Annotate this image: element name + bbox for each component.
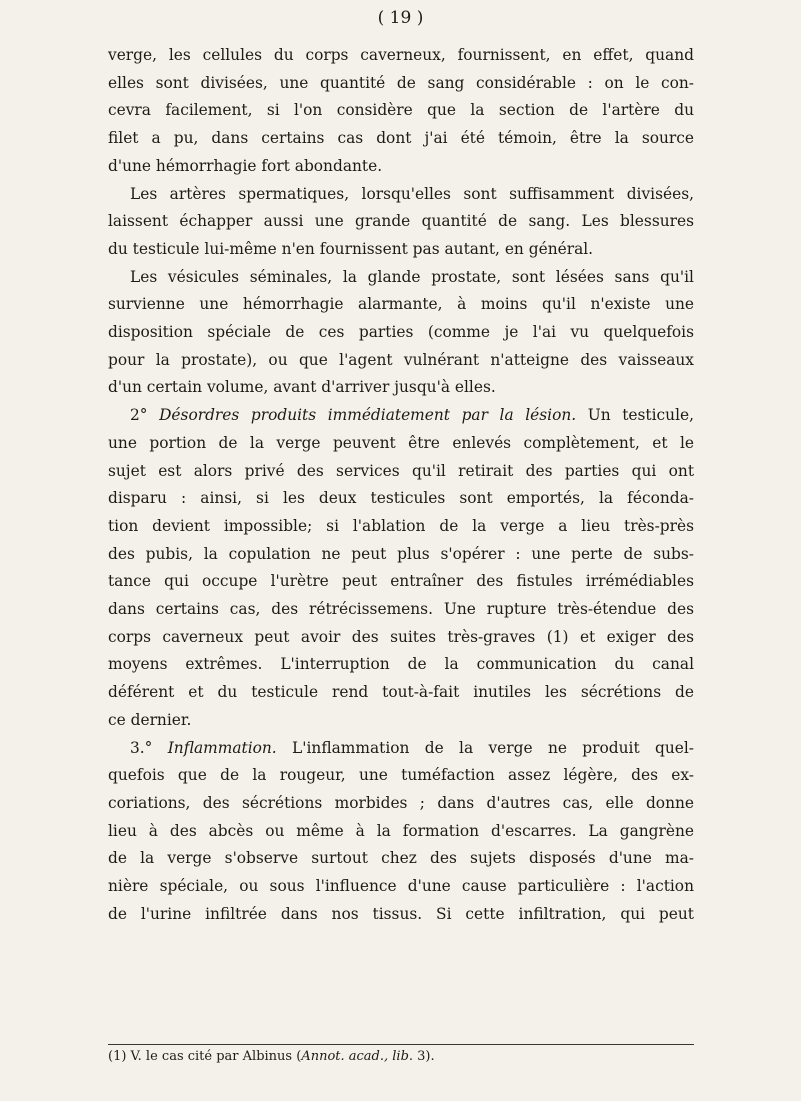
text-line: sujet est alors privé des services qu'il retirait des parties qui ont: [108, 461, 694, 480]
text-line: quefois que de la rougeur, une tuméfaction assez légère, des ex-: [108, 766, 694, 785]
footnote-italic: Annot. acad., lib.: [301, 1049, 414, 1064]
text-line: dans certains cas, des rétrécissemens. Une rupture très-étendue des: [108, 600, 694, 619]
text-line: disparu : ainsi, si les deux testicules sont emportés, la féconda-: [108, 489, 694, 508]
text-line: pour la prostate), ou que l'agent vulnérant n'atteigne des vaisseaux: [108, 350, 694, 369]
text-line: tance qui occupe l'urètre peut entraîner des fistules irrémédiables: [108, 572, 694, 591]
text-line: Les artères spermatiques, lorsqu'elles sont suffisamment divisées,: [130, 184, 694, 203]
text-line: nière spéciale, ou sous l'influence d'une cause particulière : l'action: [108, 877, 694, 896]
text-run: L'inflammation de la verge ne produit quel-: [276, 738, 694, 757]
footnote-divider: [108, 1044, 694, 1045]
footnote-prefix: (1) V. le cas cité par Albinus (: [108, 1049, 302, 1064]
text-run: 3.°: [130, 738, 168, 757]
italic-heading: Inflammation.: [167, 738, 277, 757]
text-line: de l'urine infiltrée dans nos tissus. Si cette infiltration, qui peut: [108, 904, 694, 923]
text-line: tion devient impossible; si l'ablation de la verge a lieu très-près: [108, 516, 694, 535]
text-line: verge, les cellules du corps caverneux, fournissent, en effet, quand: [108, 46, 694, 64]
text-line: Les vésicules séminales, la glande prostate, sont lésées sans qu'il: [130, 267, 694, 286]
text-line: lieu à des abcès ou même à la formation d'escarres. La gangrène: [108, 821, 694, 840]
text-line: déférent et du testicule rend tout-à-fait inutiles les sécrétions de: [108, 683, 694, 702]
text-run: 2°: [130, 406, 160, 425]
italic-heading: Désordres produits immédiatement par la lésion.: [159, 406, 577, 425]
text-run: Un testicule,: [576, 406, 694, 425]
text-line: ce dernier.: [108, 710, 192, 729]
text-line: coriations, des sécrétions morbides ; dans d'autres cas, elle donne: [108, 793, 694, 812]
text-line: d'un certain volume, avant d'arriver jusqu'à elles.: [108, 378, 496, 397]
text-line: laissent échapper aussi une grande quantité de sang. Les blessures: [108, 212, 694, 231]
text-line: [108, 402, 694, 430]
text-line: des pubis, la copulation ne peut plus s'opérer : une perte de subs-: [108, 544, 694, 563]
text-line: filet a pu, dans certains cas dont j'ai été témoin, être la source: [108, 129, 694, 148]
text-line: corps caverneux peut avoir des suites très-graves (1) et exiger des: [108, 627, 694, 646]
body-text: [108, 42, 694, 929]
text-line: de la verge s'observe surtout chez des sujets disposés d'une ma-: [108, 849, 694, 868]
text-line: d'une hémorrhagie fort abondante.: [108, 156, 383, 175]
text-line: cevra facilement, si l'on considère que la section de l'artère du: [108, 101, 694, 120]
text-line: disposition spéciale de ces parties (comme je l'ai vu quelquefois: [108, 323, 694, 342]
text-line: du testicule lui-même n'en fournissent pas autant, en général.: [108, 239, 594, 258]
text-line: elles sont divisées, une quantité de sang considérable : on le con-: [108, 73, 694, 92]
text-line: moyens extrêmes. L'interruption de la communication du canal: [108, 655, 694, 674]
page-number: ( 19 ): [377, 8, 424, 28]
footnote: [108, 1048, 694, 1066]
text-line: [108, 735, 694, 763]
text-line: survienne une hémorrhagie alarmante, à moins qu'il n'existe une: [108, 295, 694, 314]
footnote-suffix: 3).: [413, 1049, 435, 1064]
text-line: une portion de la verge peuvent être enlevés complètement, et le: [108, 433, 694, 452]
